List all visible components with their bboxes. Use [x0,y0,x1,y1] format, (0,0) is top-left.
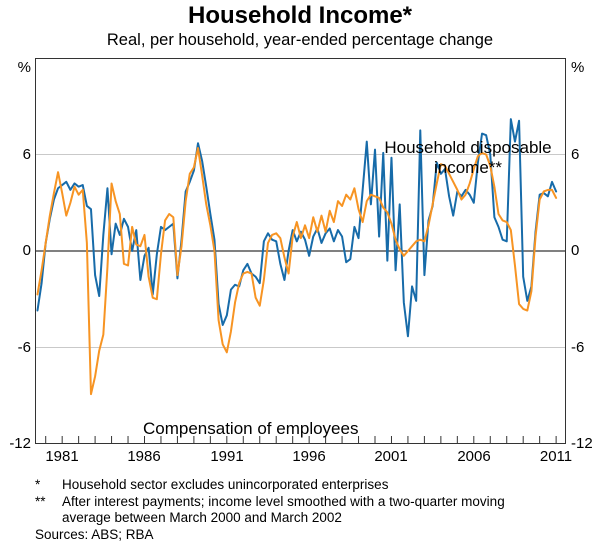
y-tick-right-6: 6 [571,146,580,163]
line-chart [35,58,566,444]
legend-compensation-of-employees: Compensation of employees [143,419,359,438]
y-tick-left--12: -12 [9,435,31,452]
x-tick-label-1996: 1996 [292,448,326,465]
footnote-2-text: After interest payments; income level smoothed with a two-quarter moving average between March 2000 and March 2002 [62,493,505,525]
chart-title: Household Income* [187,2,413,29]
x-tick-label-1981: 1981 [45,448,79,465]
x-tick-label-2006: 2006 [457,448,491,465]
plot-area [35,58,566,444]
series-line-compensation [37,148,556,394]
y-tick-left-0: 0 [22,242,31,259]
x-tick-label-2001: 2001 [374,448,408,465]
y-tick-right-0: 0 [571,242,580,259]
footnote-1-marker: * [35,477,41,492]
footnote-2-marker: ** [35,493,46,509]
legend-household-disposable-income: Household disposable income** [384,138,552,177]
y-axis-unit-right: % [571,59,585,76]
y-tick-right--12: -12 [571,435,593,452]
y-tick-right--6: -6 [571,339,585,356]
footnotes [35,477,550,543]
x-tick-label-1991: 1991 [210,448,244,465]
y-axis-unit-left: % [17,59,31,76]
sources-line: Sources: ABS; RBA [35,526,154,542]
chart-subtitle: Real, per household, year-ended percentage change [106,31,494,49]
footnote-1-text: Household sector excludes unincorporated enterprises [62,477,389,492]
y-tick-left--6: -6 [17,339,31,356]
x-tick-label-1986: 1986 [127,448,161,465]
x-tick-label-2011: 2011 [539,448,573,465]
footnote-2 [35,494,550,527]
footnote-1 [35,477,550,494]
y-tick-left-6: 6 [22,146,31,163]
